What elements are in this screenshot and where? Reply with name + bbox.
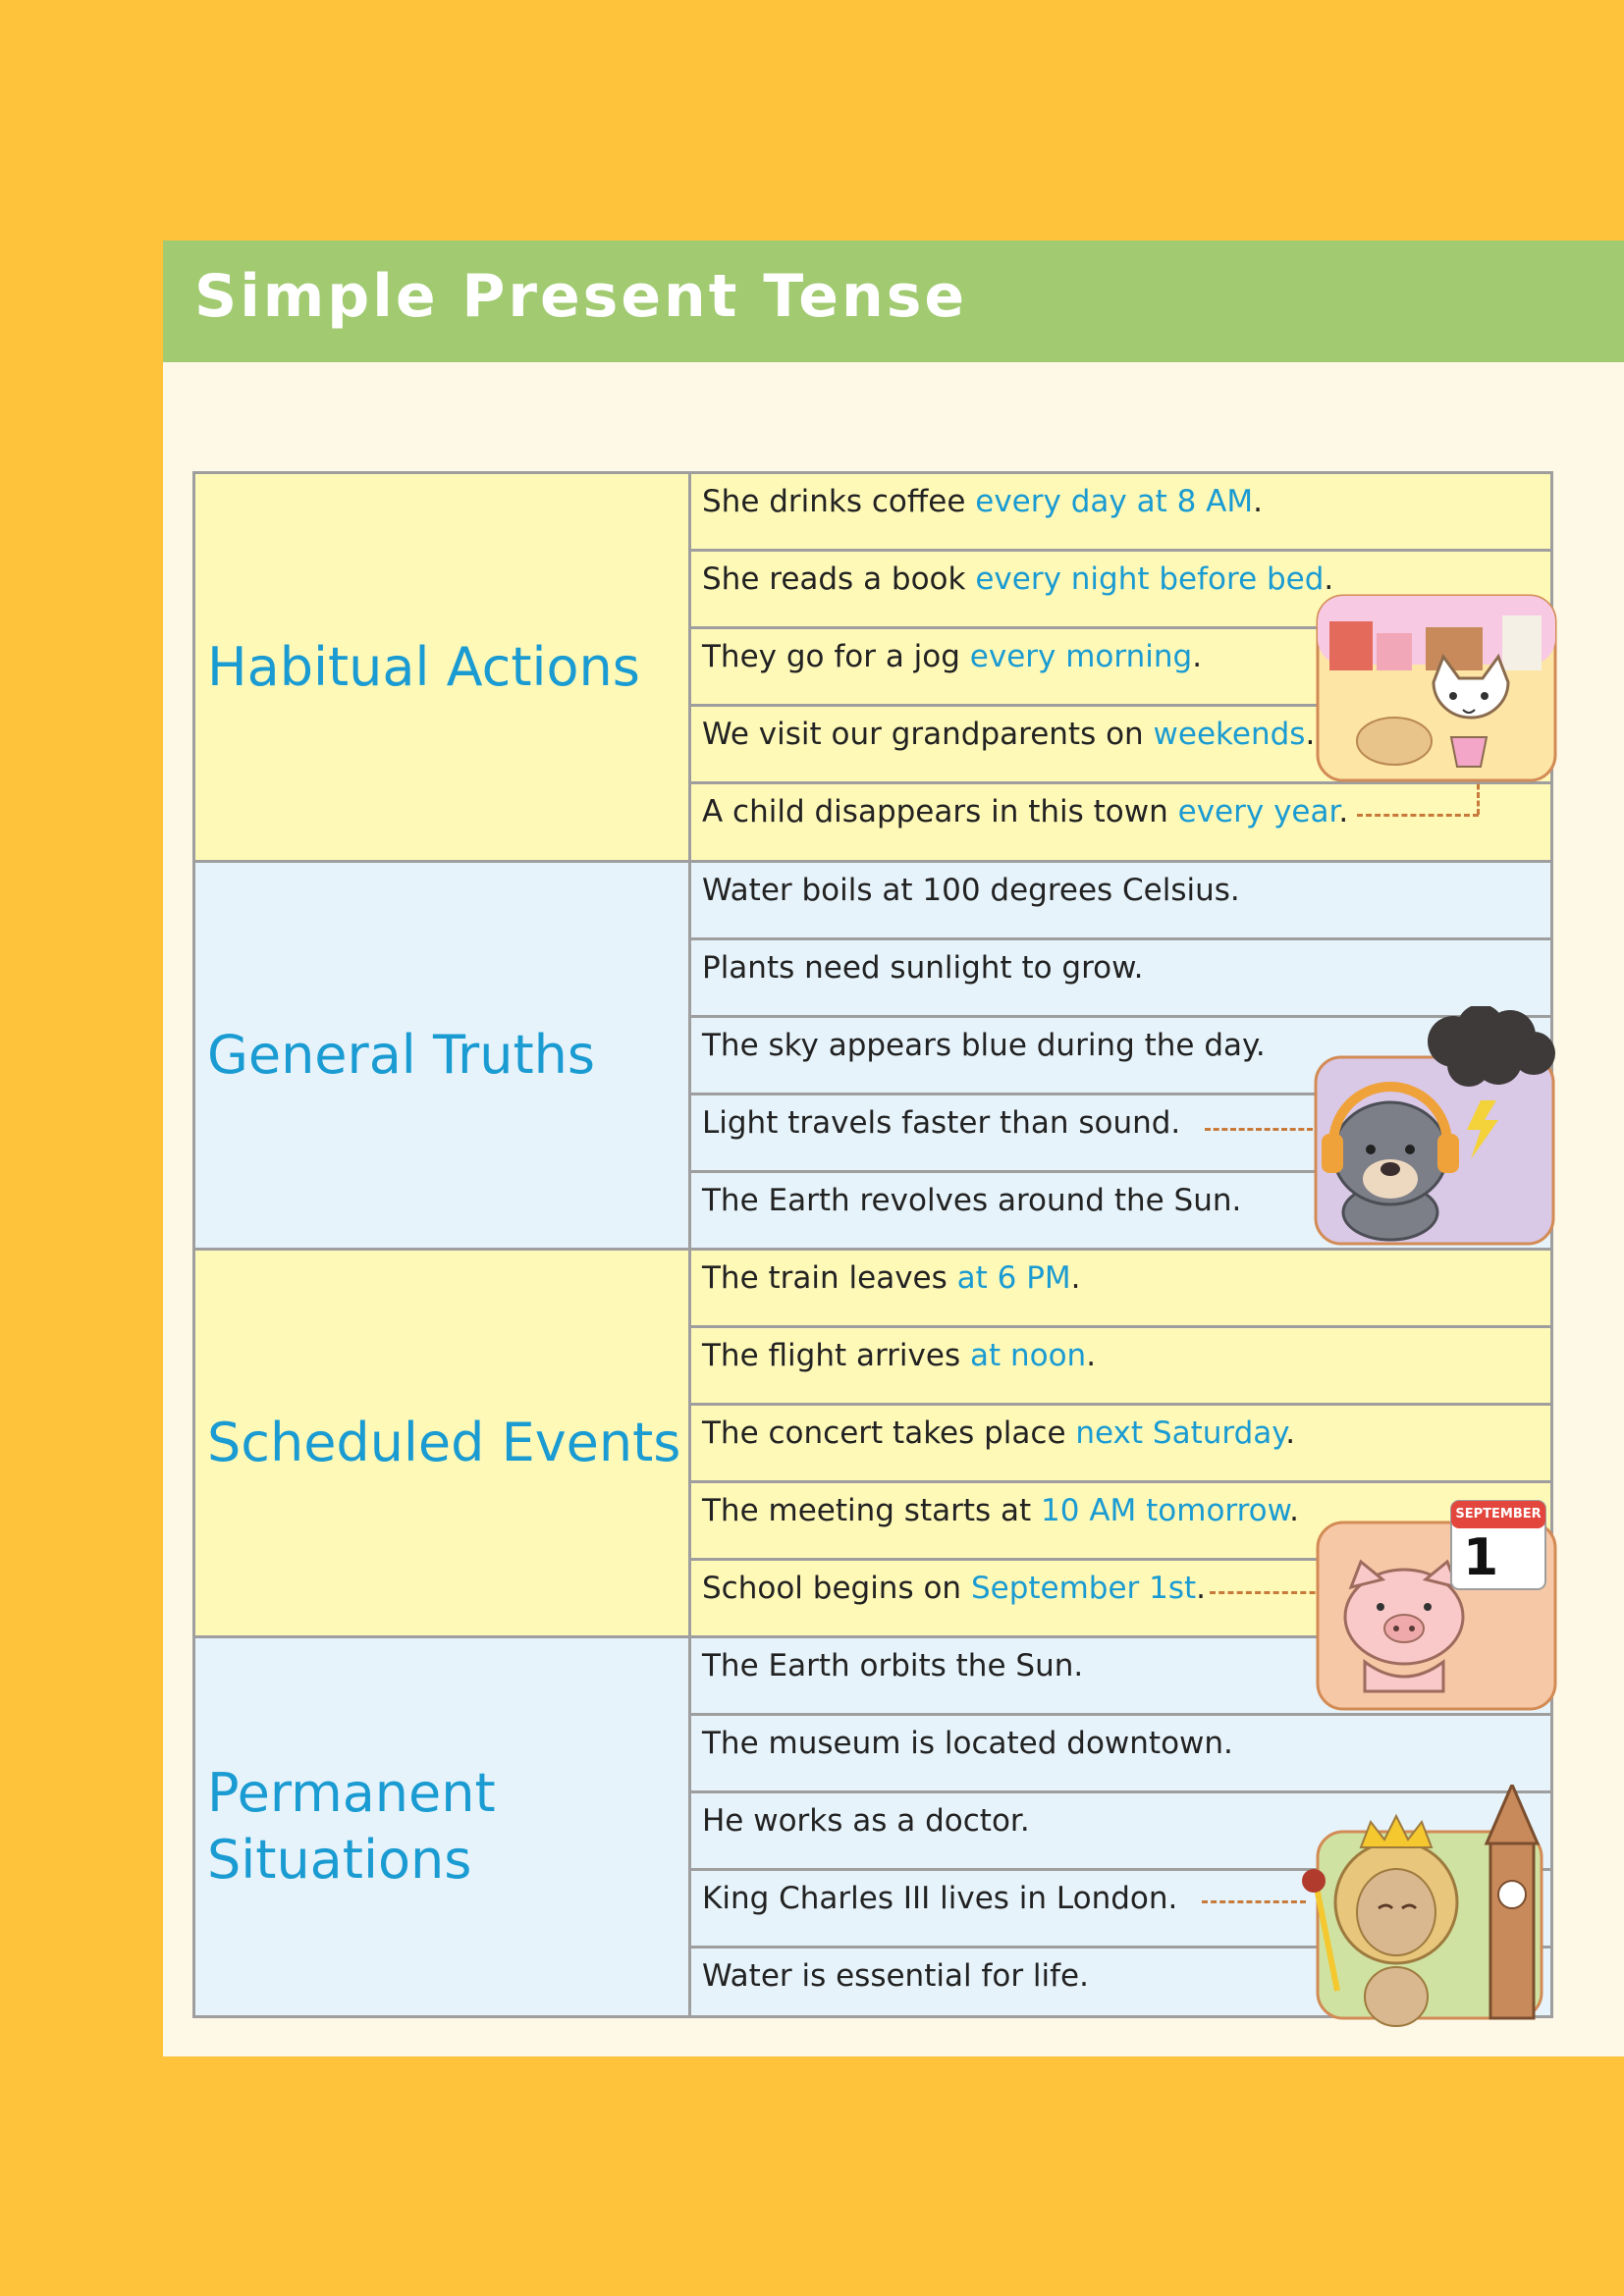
example-text: Water boils at 100 degrees Celsius.	[702, 873, 1240, 908]
example-text: We visit our grandparents on	[702, 717, 1154, 752]
calendar-day: 1	[1463, 1528, 1499, 1587]
example-row	[691, 1406, 1550, 1483]
time-expression: every morning	[969, 639, 1193, 674]
calendar-month: SEPTEMBER	[1455, 1507, 1542, 1522]
category-label: General Truths	[207, 1024, 595, 1086]
time-expression: 10 AM tomorrow	[1041, 1493, 1290, 1528]
punctuation: .	[1086, 1338, 1097, 1373]
pig-calendar-illustration	[1316, 1499, 1557, 1711]
example-text: Plants need sunlight to grow.	[702, 950, 1144, 986]
example-text: The flight arrives	[702, 1338, 970, 1373]
dotted-leader	[1205, 1128, 1313, 1131]
lion-king-illustration	[1302, 1785, 1557, 2036]
time-expression: weekends	[1153, 717, 1306, 752]
example-text: Light travels faster than sound.	[702, 1105, 1181, 1141]
punctuation: .	[1192, 639, 1203, 674]
example-text: The Earth orbits the Sun.	[702, 1648, 1084, 1683]
time-expression: every day at 8 AM	[975, 484, 1254, 519]
category-cell	[195, 1251, 691, 1635]
example-row	[691, 1251, 1550, 1328]
example-text: King Charles III lives in London.	[702, 1881, 1178, 1916]
category-cell	[195, 1638, 691, 2015]
category-label	[195, 1760, 496, 1894]
time-expression: September 1st	[970, 1571, 1197, 1606]
punctuation: .	[1253, 484, 1263, 519]
example-text: School begins on	[702, 1571, 971, 1606]
dotted-leader	[1202, 1900, 1306, 1903]
punctuation: .	[1070, 1260, 1081, 1296]
punctuation: .	[1285, 1415, 1296, 1451]
example-text: Water is essential for life.	[702, 1958, 1089, 1994]
example-text: The concert takes place	[702, 1415, 1076, 1451]
category-line: Situations	[207, 1829, 472, 1891]
example-text: She drinks coffee	[702, 484, 976, 519]
punctuation: .	[1338, 794, 1349, 829]
cat-town-illustration	[1316, 594, 1557, 782]
punctuation: .	[1324, 561, 1334, 597]
dotted-leader	[1357, 814, 1479, 817]
category-label: Habitual Actions	[207, 635, 640, 698]
category-line: Permanent	[207, 1762, 496, 1824]
time-expression: at 6 PM	[956, 1260, 1071, 1296]
example-text: The meeting starts at	[702, 1493, 1042, 1528]
punctuation: .	[1289, 1493, 1300, 1528]
example-row	[691, 1716, 1550, 1793]
time-expression: every year	[1177, 794, 1339, 829]
punctuation: .	[1305, 717, 1316, 752]
example-text: He works as a doctor.	[702, 1803, 1030, 1839]
example-row	[691, 863, 1550, 940]
example-text: They go for a jog	[702, 639, 970, 674]
example-row	[691, 474, 1550, 552]
time-expression: every night before bed	[975, 561, 1325, 597]
category-cell	[195, 863, 691, 1248]
example-text: The train leaves	[702, 1260, 957, 1296]
time-expression: at noon	[969, 1338, 1087, 1373]
example-text: A child disappears in this town	[702, 794, 1178, 829]
category-cell	[195, 474, 691, 860]
example-text: The Earth revolves around the Sun.	[702, 1183, 1242, 1218]
time-expression: next Saturday	[1075, 1415, 1286, 1451]
example-row	[691, 784, 1550, 862]
category-label: Scheduled Events	[207, 1412, 681, 1473]
example-text: She reads a book	[702, 561, 976, 597]
punctuation: .	[1196, 1571, 1207, 1606]
page-title: Simple Present Tense	[194, 262, 968, 331]
example-text: The museum is located downtown.	[702, 1726, 1233, 1761]
dog-headphones-illustration	[1306, 1006, 1563, 1246]
header-bar	[163, 240, 1624, 362]
example-row	[691, 1328, 1550, 1406]
example-text: The sky appears blue during the day.	[702, 1028, 1266, 1063]
